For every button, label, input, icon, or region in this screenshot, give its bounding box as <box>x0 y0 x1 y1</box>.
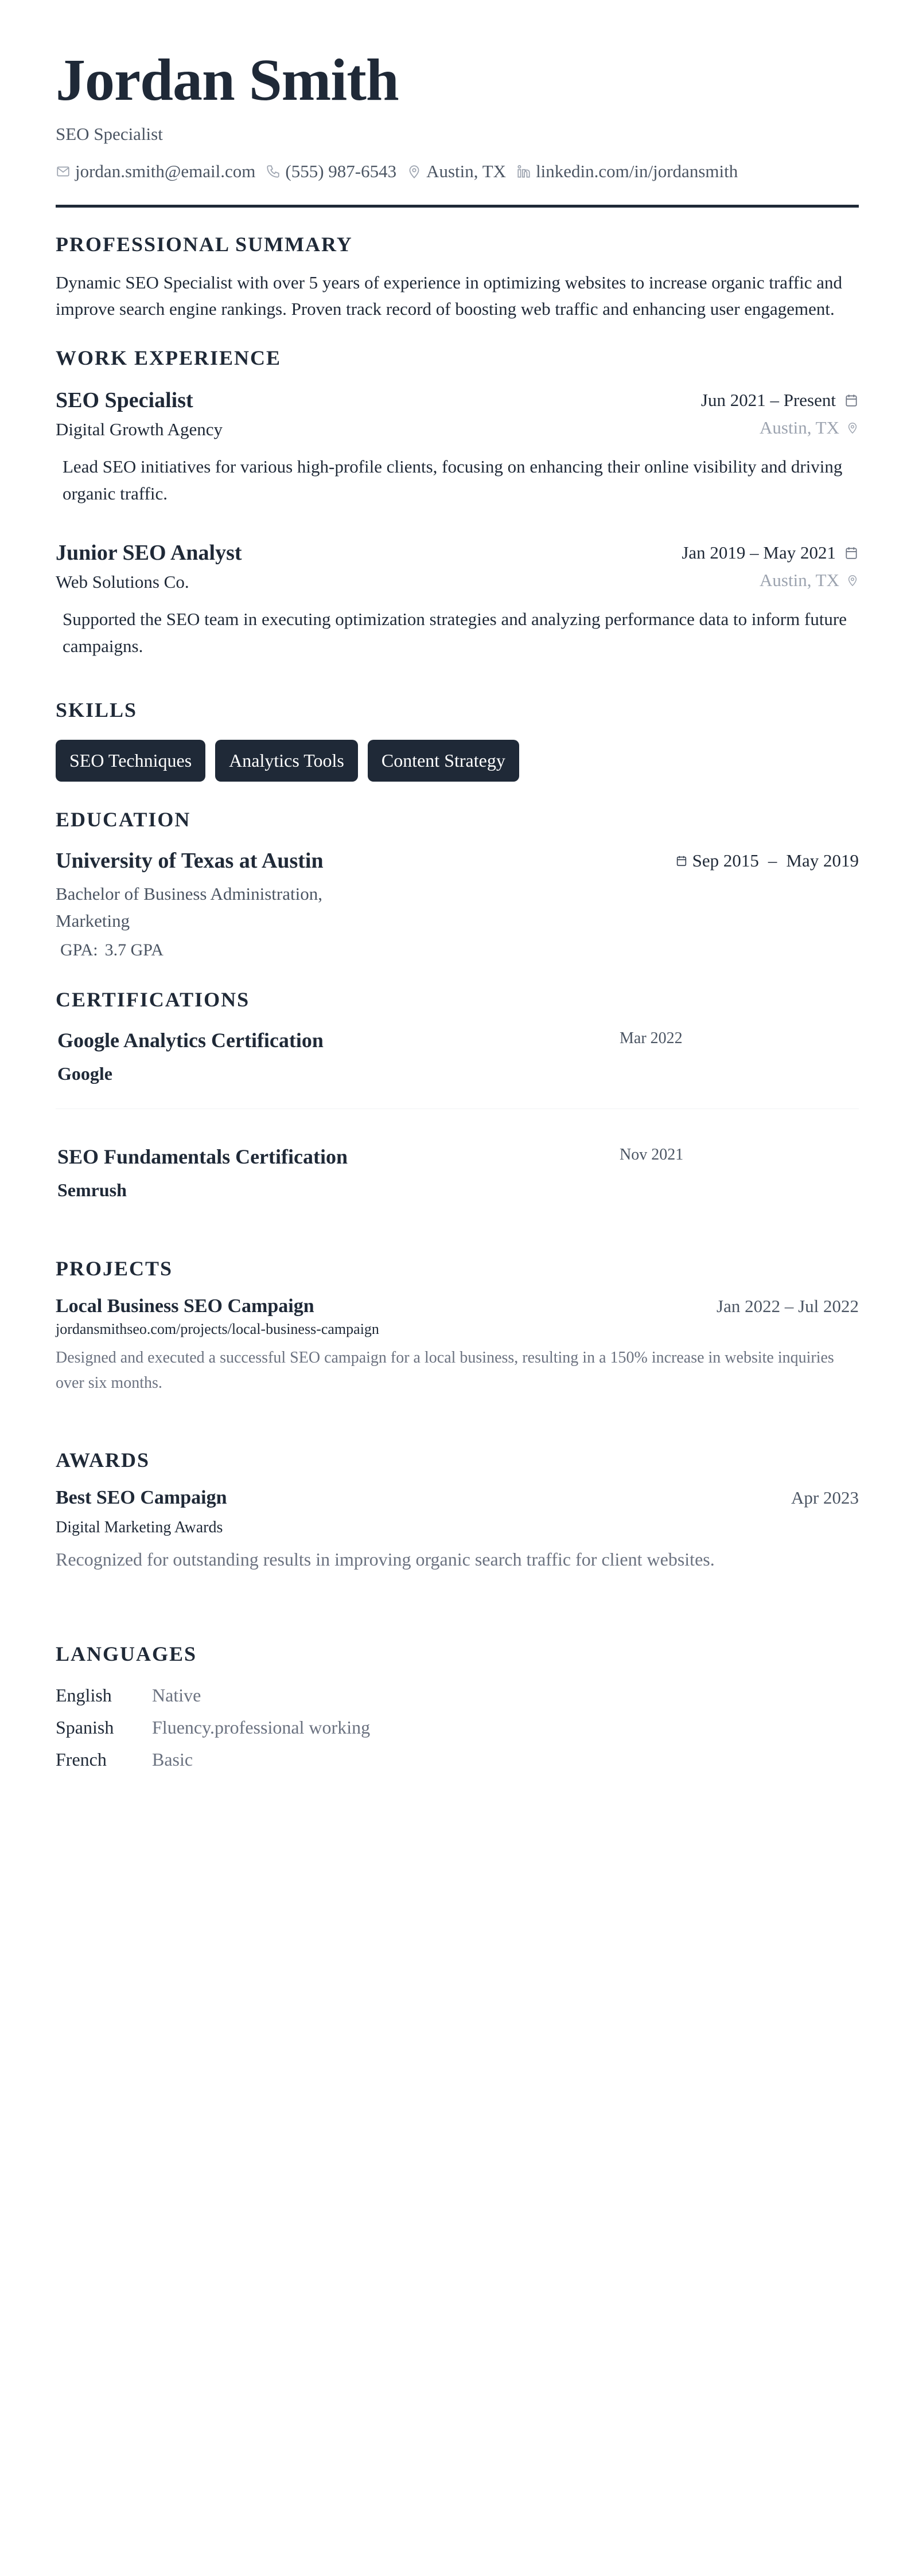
candidate-title: SEO Specialist <box>56 124 163 144</box>
gpa <box>56 939 859 962</box>
location-icon <box>846 574 859 587</box>
language-row <box>56 1743 859 1775</box>
skill-list <box>56 740 859 782</box>
location-icon <box>846 421 859 434</box>
section-title: PROFESSIONAL SUMMARY <box>56 233 353 256</box>
mail-icon <box>56 164 71 179</box>
contact-list <box>56 160 859 183</box>
cert-name: SEO Fundamentals Certification <box>57 1145 348 1168</box>
contact-linkedin[interactable] <box>516 160 738 183</box>
job-description: Lead SEO initiatives for various high-profile clients, focusing on enhancing their online visibility and driving organic traffic. <box>63 456 843 504</box>
edu-end: May 2019 <box>786 850 859 871</box>
calendar-icon <box>844 393 859 408</box>
section-title: WORK EXPERIENCE <box>56 346 282 369</box>
degree: Bachelor of Business Administration, Marketing <box>56 884 322 931</box>
section-title: PROJECTS <box>56 1257 173 1280</box>
gpa-label: GPA: <box>60 940 98 959</box>
resume-header <box>56 0 859 208</box>
job-company: Digital Growth Agency <box>56 419 223 439</box>
language-row <box>56 1711 859 1743</box>
language-level: Native <box>152 1685 201 1705</box>
phone-icon <box>266 164 281 179</box>
linkedin-text: linkedin.com/in/jordansmith <box>536 161 738 181</box>
job-entry <box>56 387 859 507</box>
skill-chip: Content Strategy <box>368 740 519 782</box>
project-dates: Jan 2022 – Jul 2022 <box>717 1296 859 1316</box>
skill-chip: Analytics Tools <box>215 740 358 782</box>
education-section <box>56 807 859 962</box>
language-list <box>56 1679 859 1775</box>
cert-entry <box>56 1143 859 1202</box>
contact-location <box>407 160 506 183</box>
award-description: Recognized for outstanding results in improving organic search traffic for client websites. <box>56 1549 715 1570</box>
contact-email[interactable] <box>56 160 255 183</box>
job-location: Austin, TX <box>760 570 839 590</box>
summary-section <box>56 232 859 322</box>
job-role: SEO Specialist <box>56 388 193 412</box>
phone-text: (555) 987-6543 <box>285 161 397 181</box>
candidate-name: Jordan Smith <box>56 47 399 113</box>
project-url[interactable]: jordansmithseo.com/projects/local-business-campaign <box>56 1321 379 1337</box>
award-entry <box>56 1485 859 1572</box>
job-company: Web Solutions Co. <box>56 572 189 592</box>
edu-sep: – <box>768 850 777 871</box>
section-title: SKILLS <box>56 698 138 721</box>
section-title: AWARDS <box>56 1449 150 1472</box>
cert-date: Nov 2021 <box>620 1146 684 1164</box>
header-divider <box>56 205 859 208</box>
job-location: Austin, TX <box>760 417 839 438</box>
cert-issuer: Semrush <box>57 1180 127 1200</box>
cert-name: Google Analytics Certification <box>57 1029 324 1052</box>
skill-chip: SEO Techniques <box>56 740 205 782</box>
award-date: Apr 2023 <box>791 1488 859 1508</box>
language-level: Basic <box>152 1749 193 1770</box>
skills-section <box>56 697 859 782</box>
language-name: French <box>56 1749 107 1770</box>
school-name: University of Texas at Austin <box>56 849 324 873</box>
section-title: CERTIFICATIONS <box>56 988 250 1011</box>
project-description: Designed and executed a successful SEO campaign for a local business, resulting in a 150% increase in website inquiries over six months. <box>56 1349 834 1392</box>
job-role: Junior SEO Analyst <box>56 541 242 565</box>
award-name: Best SEO Campaign <box>56 1487 227 1508</box>
projects-section <box>56 1256 859 1396</box>
award-issuer: Digital Marketing Awards <box>56 1519 223 1536</box>
language-name: Spanish <box>56 1717 114 1738</box>
calendar-icon <box>675 854 688 867</box>
edu-start: Sep 2015 <box>692 850 759 871</box>
section-title: LANGUAGES <box>56 1642 197 1665</box>
language-row <box>56 1679 859 1711</box>
cert-date: Mar 2022 <box>620 1029 683 1047</box>
language-name: English <box>56 1685 112 1705</box>
experience-section <box>56 345 859 659</box>
job-description: Supported the SEO team in executing optimization strategies and analyzing performance data to inform future campaigns. <box>63 609 847 656</box>
gpa-value: 3.7 GPA <box>104 940 163 959</box>
section-title: EDUCATION <box>56 808 191 831</box>
cert-entry <box>56 1027 859 1086</box>
project-name: Local Business SEO Campaign <box>56 1295 314 1317</box>
location-text: Austin, TX <box>426 161 507 181</box>
job-entry <box>56 539 859 659</box>
project-entry <box>56 1294 859 1396</box>
cert-issuer: Google <box>57 1063 112 1084</box>
certifications-section <box>56 987 859 1202</box>
job-dates: Jun 2021 – Present <box>700 390 836 410</box>
awards-section <box>56 1447 859 1572</box>
linkedin-icon <box>516 164 531 179</box>
languages-section <box>56 1641 859 1775</box>
contact-phone[interactable] <box>266 160 396 183</box>
email-text: jordan.smith@email.com <box>75 161 256 181</box>
language-level: Fluency.professional working <box>152 1717 371 1738</box>
location-icon <box>407 164 422 179</box>
summary-text: Dynamic SEO Specialist with over 5 years of experience in optimizing websites to increase organic traffic and improve search engine rankings. Proven track record of boosting web traffic and enhancing user engagement. <box>56 272 843 319</box>
calendar-icon <box>844 545 859 560</box>
job-dates: Jan 2019 – May 2021 <box>682 542 836 563</box>
